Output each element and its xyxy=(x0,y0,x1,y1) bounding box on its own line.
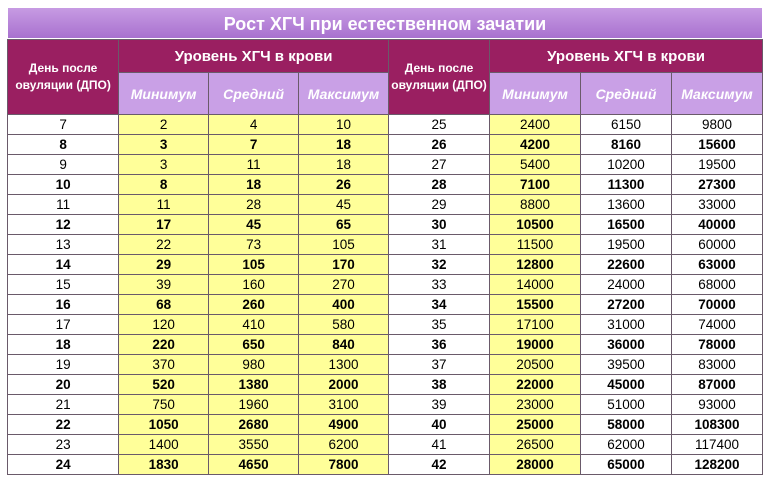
cell-day-left: 15 xyxy=(8,275,119,295)
cell-max-left: 26 xyxy=(299,175,389,195)
cell-avg-left: 73 xyxy=(209,235,299,255)
table-row xyxy=(8,135,763,155)
cell-day-right: 40 xyxy=(389,415,490,435)
cell-avg-left: 1960 xyxy=(209,395,299,415)
cell-min-left: 68 xyxy=(119,295,209,315)
cell-min-left: 3 xyxy=(119,155,209,175)
cell-min-right: 23000 xyxy=(490,395,581,415)
cell-avg-right: 16500 xyxy=(581,215,672,235)
cell-day-left: 7 xyxy=(8,115,119,135)
header-avg-left: Средний xyxy=(209,73,299,115)
cell-day-right: 29 xyxy=(389,195,490,215)
cell-day-left: 12 xyxy=(8,215,119,235)
cell-avg-right: 10200 xyxy=(581,155,672,175)
cell-min-left: 1400 xyxy=(119,435,209,455)
table-row xyxy=(8,255,763,275)
header-level-left: Уровень ХГЧ в крови xyxy=(119,40,389,73)
table-row xyxy=(8,435,763,455)
cell-max-left: 6200 xyxy=(299,435,389,455)
cell-avg-right: 58000 xyxy=(581,415,672,435)
cell-max-right: 63000 xyxy=(671,255,762,275)
cell-max-left: 65 xyxy=(299,215,389,235)
cell-max-left: 170 xyxy=(299,255,389,275)
cell-day-right: 33 xyxy=(389,275,490,295)
cell-max-right: 60000 xyxy=(671,235,762,255)
cell-avg-left: 4 xyxy=(209,115,299,135)
cell-avg-left: 1380 xyxy=(209,375,299,395)
cell-max-left: 580 xyxy=(299,315,389,335)
cell-max-right: 128200 xyxy=(671,455,762,475)
cell-max-right: 87000 xyxy=(671,375,762,395)
table-row xyxy=(8,195,763,215)
cell-max-right: 68000 xyxy=(671,275,762,295)
cell-max-right: 15600 xyxy=(671,135,762,155)
cell-min-right: 19000 xyxy=(490,335,581,355)
cell-min-left: 2 xyxy=(119,115,209,135)
cell-max-left: 18 xyxy=(299,135,389,155)
header-avg-right: Средний xyxy=(581,73,672,115)
cell-min-left: 220 xyxy=(119,335,209,355)
cell-avg-left: 28 xyxy=(209,195,299,215)
table-row xyxy=(8,375,763,395)
cell-day-left: 16 xyxy=(8,295,119,315)
cell-avg-left: 18 xyxy=(209,175,299,195)
table-row xyxy=(8,415,763,435)
cell-day-right: 41 xyxy=(389,435,490,455)
cell-avg-right: 36000 xyxy=(581,335,672,355)
cell-min-left: 8 xyxy=(119,175,209,195)
cell-min-left: 370 xyxy=(119,355,209,375)
cell-day-right: 31 xyxy=(389,235,490,255)
cell-max-left: 105 xyxy=(299,235,389,255)
cell-avg-left: 105 xyxy=(209,255,299,275)
cell-avg-left: 260 xyxy=(209,295,299,315)
cell-min-left: 17 xyxy=(119,215,209,235)
cell-max-left: 840 xyxy=(299,335,389,355)
cell-avg-left: 650 xyxy=(209,335,299,355)
cell-max-right: 117400 xyxy=(671,435,762,455)
cell-max-left: 7800 xyxy=(299,455,389,475)
cell-max-left: 18 xyxy=(299,155,389,175)
cell-day-right: 36 xyxy=(389,335,490,355)
cell-day-left: 22 xyxy=(8,415,119,435)
cell-avg-left: 45 xyxy=(209,215,299,235)
cell-min-right: 12800 xyxy=(490,255,581,275)
cell-avg-right: 13600 xyxy=(581,195,672,215)
cell-max-left: 3100 xyxy=(299,395,389,415)
cell-day-left: 18 xyxy=(8,335,119,355)
cell-day-left: 24 xyxy=(8,455,119,475)
header-day-left: День после овуляции (ДПО) xyxy=(8,40,119,115)
cell-min-right: 14000 xyxy=(490,275,581,295)
cell-day-right: 26 xyxy=(389,135,490,155)
cell-avg-left: 160 xyxy=(209,275,299,295)
cell-avg-right: 45000 xyxy=(581,375,672,395)
cell-day-right: 38 xyxy=(389,375,490,395)
cell-avg-left: 980 xyxy=(209,355,299,375)
table-row xyxy=(8,335,763,355)
hcg-table xyxy=(7,39,763,475)
cell-min-right: 7100 xyxy=(490,175,581,195)
cell-avg-right: 22600 xyxy=(581,255,672,275)
cell-max-right: 19500 xyxy=(671,155,762,175)
cell-max-right: 78000 xyxy=(671,335,762,355)
cell-day-right: 35 xyxy=(389,315,490,335)
cell-avg-right: 31000 xyxy=(581,315,672,335)
cell-day-left: 17 xyxy=(8,315,119,335)
cell-min-right: 22000 xyxy=(490,375,581,395)
cell-day-right: 34 xyxy=(389,295,490,315)
cell-day-right: 37 xyxy=(389,355,490,375)
cell-max-right: 70000 xyxy=(671,295,762,315)
cell-max-left: 1300 xyxy=(299,355,389,375)
cell-avg-right: 11300 xyxy=(581,175,672,195)
cell-day-left: 20 xyxy=(8,375,119,395)
cell-day-right: 32 xyxy=(389,255,490,275)
cell-max-left: 270 xyxy=(299,275,389,295)
table-body xyxy=(8,115,763,475)
cell-day-left: 19 xyxy=(8,355,119,375)
cell-avg-right: 62000 xyxy=(581,435,672,455)
cell-day-right: 42 xyxy=(389,455,490,475)
header-min-right: Минимум xyxy=(490,73,581,115)
cell-min-right: 25000 xyxy=(490,415,581,435)
subheader-row xyxy=(8,73,763,115)
table-row xyxy=(8,395,763,415)
cell-avg-right: 39500 xyxy=(581,355,672,375)
cell-max-right: 108300 xyxy=(671,415,762,435)
table-row xyxy=(8,355,763,375)
header-day-right: День после овуляции (ДПО) xyxy=(389,40,490,115)
cell-max-left: 10 xyxy=(299,115,389,135)
cell-avg-left: 11 xyxy=(209,155,299,175)
cell-day-left: 9 xyxy=(8,155,119,175)
cell-min-right: 11500 xyxy=(490,235,581,255)
cell-min-left: 1050 xyxy=(119,415,209,435)
cell-min-right: 26500 xyxy=(490,435,581,455)
table-row xyxy=(8,295,763,315)
cell-avg-right: 8160 xyxy=(581,135,672,155)
cell-avg-right: 6150 xyxy=(581,115,672,135)
header-max-left: Максимум xyxy=(299,73,389,115)
cell-avg-left: 410 xyxy=(209,315,299,335)
cell-avg-left: 4650 xyxy=(209,455,299,475)
cell-min-right: 5400 xyxy=(490,155,581,175)
cell-avg-right: 27200 xyxy=(581,295,672,315)
cell-min-left: 120 xyxy=(119,315,209,335)
cell-day-right: 30 xyxy=(389,215,490,235)
cell-day-left: 11 xyxy=(8,195,119,215)
header-min-left: Минимум xyxy=(119,73,209,115)
cell-day-right: 39 xyxy=(389,395,490,415)
cell-day-left: 13 xyxy=(8,235,119,255)
cell-min-left: 750 xyxy=(119,395,209,415)
cell-max-right: 40000 xyxy=(671,215,762,235)
cell-max-right: 93000 xyxy=(671,395,762,415)
cell-min-left: 1830 xyxy=(119,455,209,475)
cell-day-right: 28 xyxy=(389,175,490,195)
table-title: Рост ХГЧ при естественном зачатии xyxy=(7,7,763,39)
header-level-right: Уровень ХГЧ в крови xyxy=(490,40,763,73)
table-row xyxy=(8,315,763,335)
cell-max-left: 400 xyxy=(299,295,389,315)
cell-min-left: 3 xyxy=(119,135,209,155)
cell-max-left: 4900 xyxy=(299,415,389,435)
cell-min-left: 11 xyxy=(119,195,209,215)
cell-max-right: 9800 xyxy=(671,115,762,135)
cell-day-left: 23 xyxy=(8,435,119,455)
cell-max-left: 2000 xyxy=(299,375,389,395)
table-row xyxy=(8,275,763,295)
cell-min-right: 10500 xyxy=(490,215,581,235)
table-row xyxy=(8,115,763,135)
cell-avg-right: 24000 xyxy=(581,275,672,295)
cell-max-right: 27300 xyxy=(671,175,762,195)
cell-min-left: 39 xyxy=(119,275,209,295)
cell-avg-left: 3550 xyxy=(209,435,299,455)
cell-min-right: 2400 xyxy=(490,115,581,135)
header-row xyxy=(8,40,763,73)
cell-day-left: 10 xyxy=(8,175,119,195)
cell-avg-left: 7 xyxy=(209,135,299,155)
cell-min-right: 4200 xyxy=(490,135,581,155)
cell-min-left: 29 xyxy=(119,255,209,275)
cell-min-right: 17100 xyxy=(490,315,581,335)
cell-avg-right: 65000 xyxy=(581,455,672,475)
cell-min-right: 8800 xyxy=(490,195,581,215)
cell-min-right: 20500 xyxy=(490,355,581,375)
header-max-right: Максимум xyxy=(671,73,762,115)
cell-min-right: 15500 xyxy=(490,295,581,315)
table-row xyxy=(8,455,763,475)
table-row xyxy=(8,175,763,195)
cell-min-left: 520 xyxy=(119,375,209,395)
cell-avg-left: 2680 xyxy=(209,415,299,435)
table-row xyxy=(8,155,763,175)
cell-max-right: 83000 xyxy=(671,355,762,375)
cell-day-left: 21 xyxy=(8,395,119,415)
cell-max-right: 33000 xyxy=(671,195,762,215)
cell-day-right: 27 xyxy=(389,155,490,175)
table-row xyxy=(8,215,763,235)
table-row xyxy=(8,235,763,255)
hcg-table-container xyxy=(7,7,763,475)
cell-day-right: 25 xyxy=(389,115,490,135)
cell-day-left: 8 xyxy=(8,135,119,155)
cell-max-right: 74000 xyxy=(671,315,762,335)
cell-avg-right: 51000 xyxy=(581,395,672,415)
cell-min-right: 28000 xyxy=(490,455,581,475)
cell-day-left: 14 xyxy=(8,255,119,275)
cell-max-left: 45 xyxy=(299,195,389,215)
cell-min-left: 22 xyxy=(119,235,209,255)
cell-avg-right: 19500 xyxy=(581,235,672,255)
